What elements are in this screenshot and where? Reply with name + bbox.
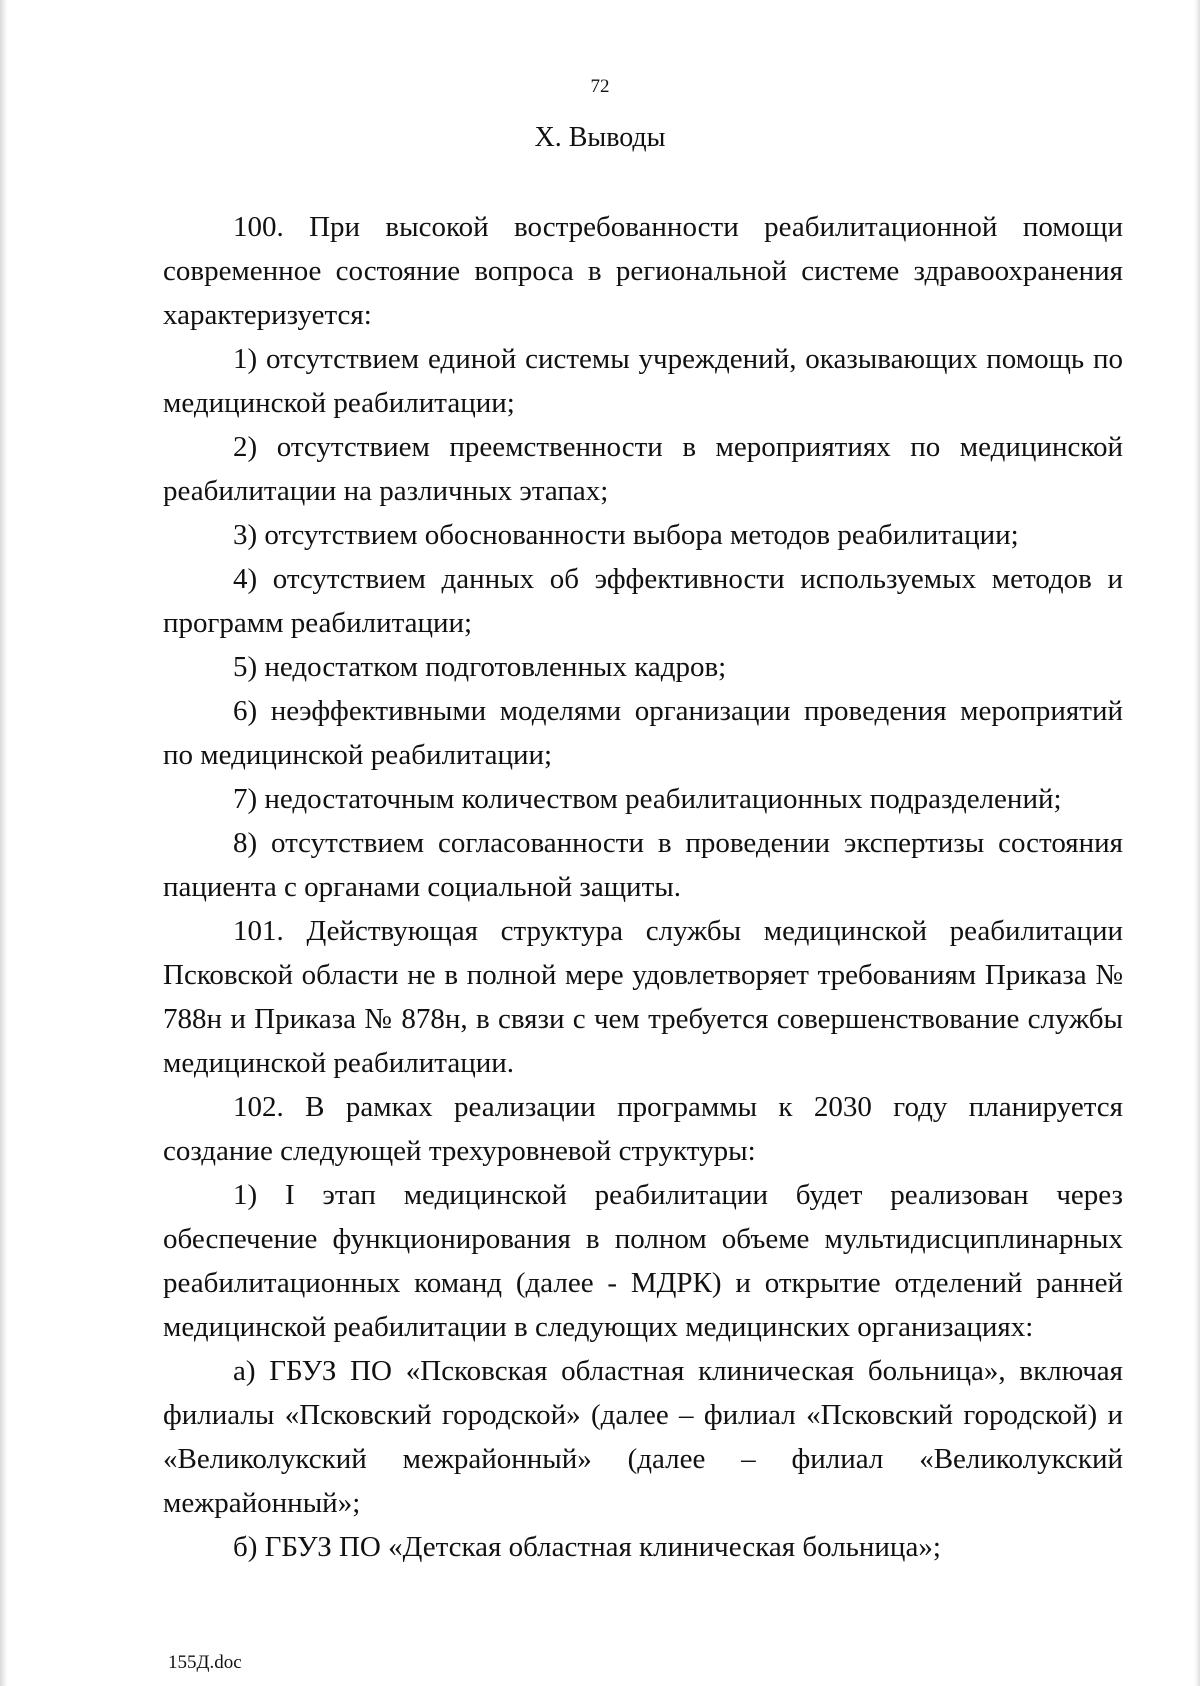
sub-item-b: б) ГБУЗ ПО «Детская областная клиническая больница»; (233, 1531, 941, 1563)
page-number: 72 (590, 76, 610, 97)
list-item-3: 3) отсутствием обоснованности выбора методов реабилитации; (233, 519, 1019, 551)
list-item-6: 6) неэффективными моделями организации проведения мероприятий по медицинской реабилитации; (163, 695, 1123, 771)
list-item-4: 4) отсутствием данных об эффективности используемых методов и программ реабилитации; (163, 563, 1123, 639)
list-item-5: 5) недостатком подготовленных кадров; (233, 651, 727, 683)
paragraph-102: 102. В рамках реализации программы к 2030 году планируется создание следующей трехуровневой структуры: (163, 1091, 1123, 1167)
sub-item-a: а) ГБУЗ ПО «Псковская областная клиническая больница», включая филиалы «Псковский городской» (далее – филиал «Псковский городской) и «Великолукский межрайонный» (далее – филиал «Великолукский межрайонный»; (163, 1355, 1123, 1519)
list-item-7: 7) недостаточным количеством реабилитационных подразделений; (233, 783, 1062, 815)
paragraph-100: 100. При высокой востребованности реабилитационной помощи современное состояние вопроса в региональной системе здравоохранения характеризуется: (163, 211, 1123, 331)
scan-edge-left (0, 0, 8, 1686)
document-body (163, 205, 1123, 1569)
scan-edge-right (1194, 0, 1200, 1686)
stage-1-item: 1) I этап медицинской реабилитации будет реализован через обеспечение функционирования в полном объеме мультидисциплинарных реабилитационных команд (далее - МДРК) и открытие отделений ранней медицинской реабилитации в следующих медицинских организациях: (163, 1179, 1123, 1343)
footer-filename: 155Д.doc (168, 1652, 242, 1673)
paragraph-101: 101. Действующая структура службы медицинской реабилитации Псковской области не в полной мере удовлетворяет требованиям Приказа № 788н и Приказа № 878н, в связи с чем требуется совершенствование службы медицинской реабилитации. (163, 915, 1123, 1079)
list-item-8: 8) отсутствием согласованности в проведении экспертизы состояния пациента с органами социальной защиты. (163, 827, 1123, 903)
list-item-2: 2) отсутствием преемственности в мероприятиях по медицинской реабилитации на различных этапах; (163, 431, 1123, 507)
list-item-1: 1) отсутствием единой системы учреждений, оказывающих помощь по медицинской реабилитации; (163, 343, 1123, 419)
section-title: X. Выводы (534, 122, 666, 153)
